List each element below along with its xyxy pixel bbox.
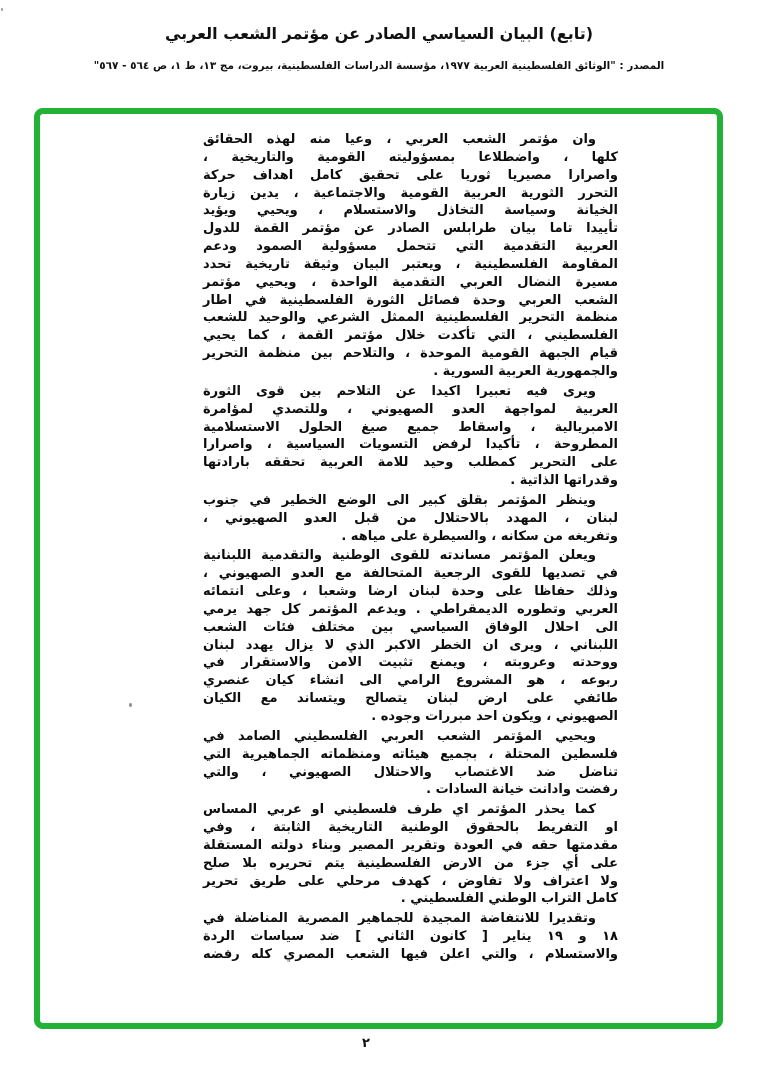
paragraph <box>203 383 618 490</box>
text-line: منظمة التحرير الفلسطينية الممثل الشرعي والوحيد للشعب <box>203 310 618 326</box>
text-line: الصهيوني ، ويكون احد مبررات وجوده . <box>371 709 618 724</box>
text-line: او التفريط بالحقوق الوطنية التاريخية الثابتة ، وفي <box>203 820 618 836</box>
text-line: وان مؤتمر الشعب العربي ، وعيا منه لهذه الحقائق <box>203 132 596 147</box>
text-line: رفضت وادانت خيانة السادات . <box>426 782 618 798</box>
text-line: كامل التراب الوطني الفلسطيني . <box>400 891 618 907</box>
text-line: قيام الجبهة القومية الموحدة ، والتلاحم بين منظمة التحرير <box>203 346 618 362</box>
text-line: ١٨ و ١٩ يناير [ كانون الثاني ] ضد سياسات الردة <box>203 929 618 945</box>
page-title: (تابع) البيان السياسي الصادر عن مؤتمر الشعب العربي <box>164 24 594 43</box>
text-line: المطروحة ، تأكيدا لرفض التسويات السياسية ، واصرارا <box>203 437 618 453</box>
paragraph <box>203 801 618 908</box>
text-line: ويحيي المؤتمر الشعب العربي الفلسطيني الصامد في <box>203 728 596 744</box>
text-line: الى احلال الوفاق السياسي بين مختلف فئات الشعب <box>203 619 618 635</box>
paragraph <box>203 547 618 725</box>
text-line: ولا اعتراف ولا تفاوض ، كهدف مرحلي على طريق تحرير <box>203 873 618 889</box>
text-line: العربية التقدمية التي تتحمل مسؤولية الصمود ودعم <box>203 239 618 255</box>
text-line: واصرارا مصيريا ثوريا على تحقيق كامل اهداف حركة <box>203 167 618 183</box>
text-line: التحرر الثورية العربية القومية والاجتماعية ، يدين زيارة <box>203 185 618 201</box>
paragraph <box>203 728 618 799</box>
text-line: وينظر المؤتمر بقلق كبير الى الوضع الخطير في جنوب <box>203 492 596 508</box>
document-body <box>203 131 618 966</box>
text-line: تناضل ضد الاغتصاب والاحتلال الصهيوني ، والتي <box>203 764 618 780</box>
text-line: لبنان ، المهدد بالاحتلال من قبل العدو الصهيوني ، <box>203 510 618 526</box>
text-line: على التحرير كمطلب وحيد للامة العربية تحققه بارادتها <box>203 455 618 471</box>
text-line: وذلك حفاظا على وحدة لبنان ارضا وشعبا ، وعلى انتمائه <box>203 584 618 600</box>
text-line: الفلسطيني ، التي تأكدت خلال مؤتمر القمة ، كما يحيي <box>203 328 618 344</box>
text-line: العربية لمواجهة العدو الصهيوني ، وللتصدي لمؤامرة <box>203 401 618 417</box>
text-line: العربي وتطوره الديمقراطي . ويدعم المؤتمر كل جهد يرمي <box>203 601 618 617</box>
text-line: المقاومة الفلسطينية ، ويعتبر البيان وثيقة تاريخية تحدد <box>203 256 618 272</box>
text-line: الامبريالية ، واسقاط جميع صيغ الحلول الاستسلامية <box>203 419 618 435</box>
source-citation: المصدر : "الوثائق الفلسطينية العربية ١٩٧٧، مؤسسة الدراسات الفلسطينية، بيروت، مج ١٣، ط ١، ص ٥٦٤ - ٥٦٧" <box>93 60 665 72</box>
scan-speck <box>1 8 3 11</box>
text-line: والجمهورية العربية السورية . <box>433 363 618 379</box>
text-line: ربوعه ، هو المشروع الرامي الى انشاء كيان عنصري <box>203 673 618 689</box>
text-line: تأييدا تاما بيان طرابلس الصادر عن مؤتمر القمة للدول <box>203 221 618 237</box>
text-line: والاستسلام ، والتي اعلن فيها الشعب المصري كله رفضه <box>203 946 618 962</box>
text-line: طائفي على ارض لبنان يتصالح ويتساند مع الكيان <box>203 691 618 707</box>
page-number: ٢ <box>362 1036 370 1051</box>
text-line: كما يحذر المؤتمر اي طرف فلسطيني او عربي المساس <box>203 802 596 818</box>
text-line: ووحدته وعروبته ، ويمنع تثبيت الامن والاستقرار في <box>203 655 618 671</box>
text-line: وتفريغه من سكانه ، والسيطرة على مياهه . <box>341 528 618 544</box>
paragraph <box>203 492 618 546</box>
text-line: ويرى فيه تعبيرا اكيدا عن التلاحم بين قوى الثورة <box>203 383 596 399</box>
scan-speck <box>129 703 132 707</box>
text-line: مقدمتها حقه في العودة وتقرير المصير وبناء دولته المستقلة <box>203 837 618 853</box>
text-line: الشعب العربي وحدة فصائل الثورة الفلسطينية في اطار <box>203 292 618 308</box>
text-line: ويعلن المؤتمر مساندته للقوى الوطنية والتقدمية اللبنانية <box>203 548 596 564</box>
paragraph <box>203 910 618 964</box>
text-line: على أي جزء من الارض الفلسطينية يتم تحريره بلا صلح <box>203 855 618 871</box>
text-line: وتقديرا للانتفاضة المجيدة للجماهير المصرية المناضلة في <box>203 911 596 927</box>
paragraph <box>203 131 618 381</box>
text-line: وقدراتها الذاتية . <box>510 473 618 489</box>
text-line: فلسطين المحتلة ، بجميع هيئاته ومنظماته الجماهيرية التي <box>203 746 618 762</box>
text-line: كلها ، واضطلاعا بمسؤوليته القومية والتاريخية ، <box>203 149 618 165</box>
text-line: في تصديها للقوى الرجعية المتحالفة مع العدو الصهيوني ، <box>203 566 618 582</box>
text-line: مسيرة النضال العربي التقدمية الواحدة ، ويحيي مؤتمر <box>203 274 618 290</box>
text-line: اللبناني ، ويرى ان الخطر الاكبر الذي لا يزال يهدد لبنان <box>203 637 618 653</box>
text-line: الخيانة وسياسة التخاذل والاستسلام ، ويحيي ويؤيد <box>203 203 618 219</box>
